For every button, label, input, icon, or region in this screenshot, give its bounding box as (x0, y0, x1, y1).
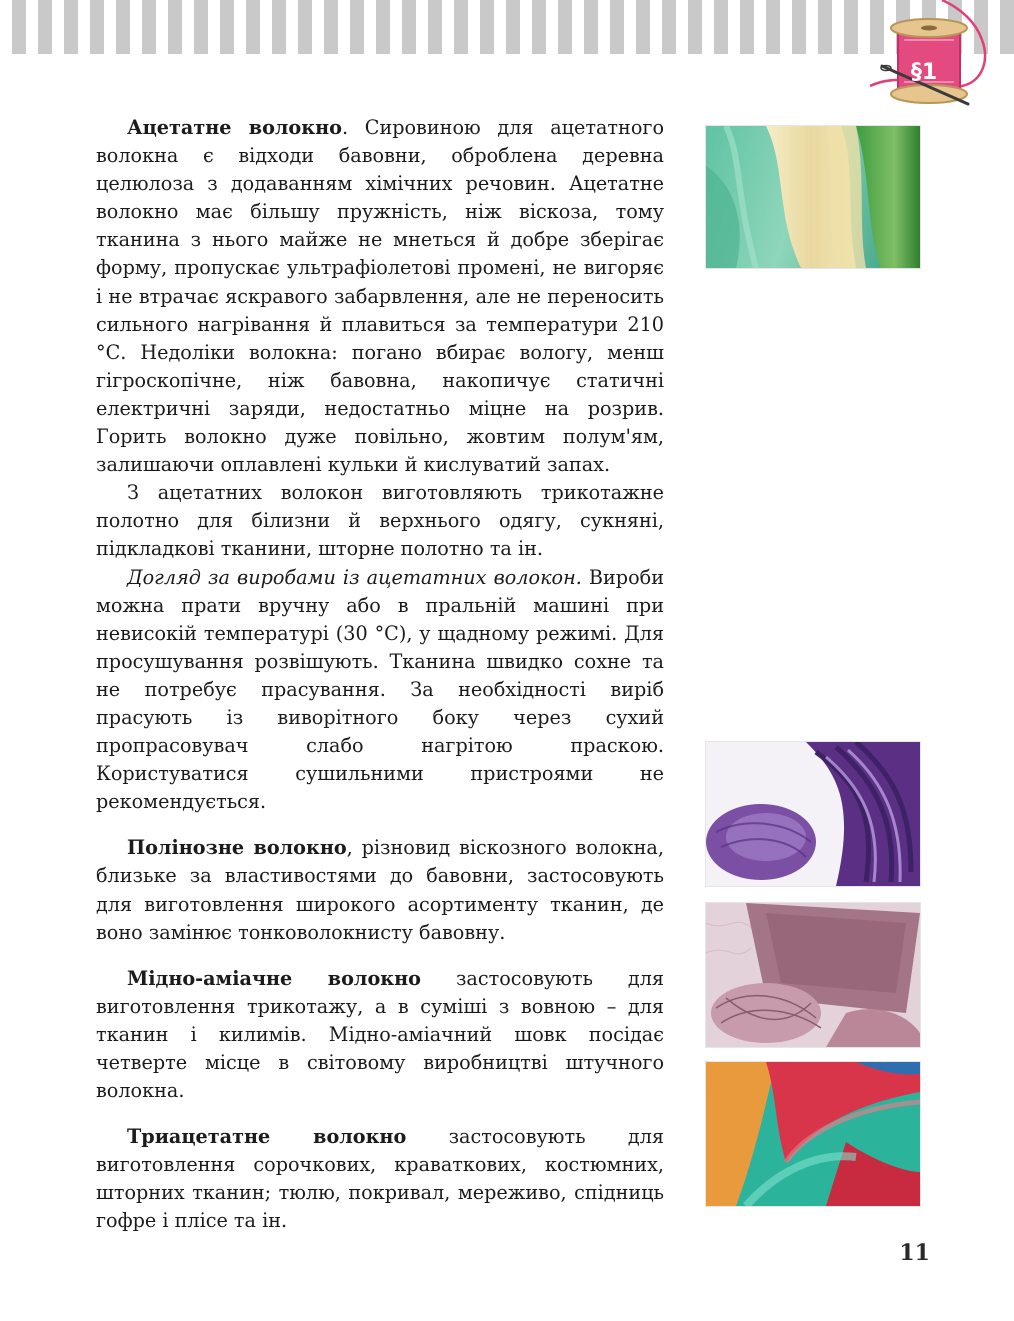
term-acetate: Ацетатне волокно (127, 116, 342, 139)
triacetate-fabric-photo (706, 1062, 920, 1206)
paragraph-copper-ammonia (96, 965, 664, 1105)
paragraph-acetate-care (96, 564, 664, 817)
section-mark: §1 (910, 60, 938, 85)
paragraph-text: застосовують для виготовлення сорочкових, краваткових, костюмних, шторних тканин; тюлю, покривал, мереживо, спідниць гофре і плісе та ін. (96, 1125, 664, 1233)
term-triacetate: Триацетатне волокно (127, 1125, 407, 1149)
polynosic-yarn-photo (706, 742, 920, 886)
page-number: 11 (899, 1240, 930, 1266)
paragraph-acetate (96, 114, 664, 479)
main-text (96, 114, 664, 1236)
copper-ammonia-fiber-photo (706, 903, 920, 1047)
thread-spool-icon (864, 0, 994, 112)
paragraph-text: , різновид віскозного волокна, близьке за властивостями до бавовни, застосовують для виготовлення широкого асортименту тканин, де воно замінює тонковолокнисту бавовну. (96, 836, 664, 944)
acetate-fabric-photo (706, 126, 920, 268)
care-heading: Догляд за виробами із ацетатних волокон. (127, 565, 582, 589)
paragraph-triacetate (96, 1123, 664, 1235)
term-polynosic: Полінозне волокно (127, 836, 347, 860)
term-copper-ammonia: Мідно-аміачне волокно (127, 966, 421, 990)
paragraph-text: . Сировиною для ацетатного волокна є відходи бавовни, оброблена деревна целюлоза з додаванням хімічних речовин. Ацетатне волокно має більшу пружність, ніж віскоза, тому тканина з нього майже не мнеться й добре зберігає форму, пропускає ультрафіолетові промені, не вигоряє і не втрачає яскравого забарвлення, але не переносить сильного нагрівання й плавиться за температури 210 °С. Недоліки волокна: погано вбирає вологу, менш гігроскопічне, ніж бавовна, накопичує статичні електричні заряди, недостатньо міцне на розрив. Горить волокно дуже повільно, жовтим полум'ям, залишаючи оплавлені кульки й кислуватий запах. (96, 116, 664, 477)
paragraph-text: З ацетатних волокон виготовляють трикотажне полотно для білизни й верхнього одягу, сукняні, підкладкові тканини, шторне полотно та ін. (96, 481, 664, 561)
paragraph-text: застосовують для виготовлення трикотажу, а в суміші з вовною – для тканин і килимів. Мідно-аміачний шовк посідає четверте місце в світовому виробництві штучного волокна. (96, 966, 665, 1103)
paragraph-acetate-uses (96, 479, 664, 563)
paragraph-text: Вироби можна прати вручну або в пральній машині при невисокій температурі (30 °С), у щадному режимі. Для просушування розвішують. Тканина швидко сохне та не потребує прасування. За необхідності виріб прасують із виворітного боку через сухий пропрасовувач слабо нагрітою праскою. Користуватися сушильними пристроями не рекомендується. (96, 565, 664, 814)
header-stripes (0, 0, 1014, 58)
paragraph-polynosic (96, 834, 664, 946)
